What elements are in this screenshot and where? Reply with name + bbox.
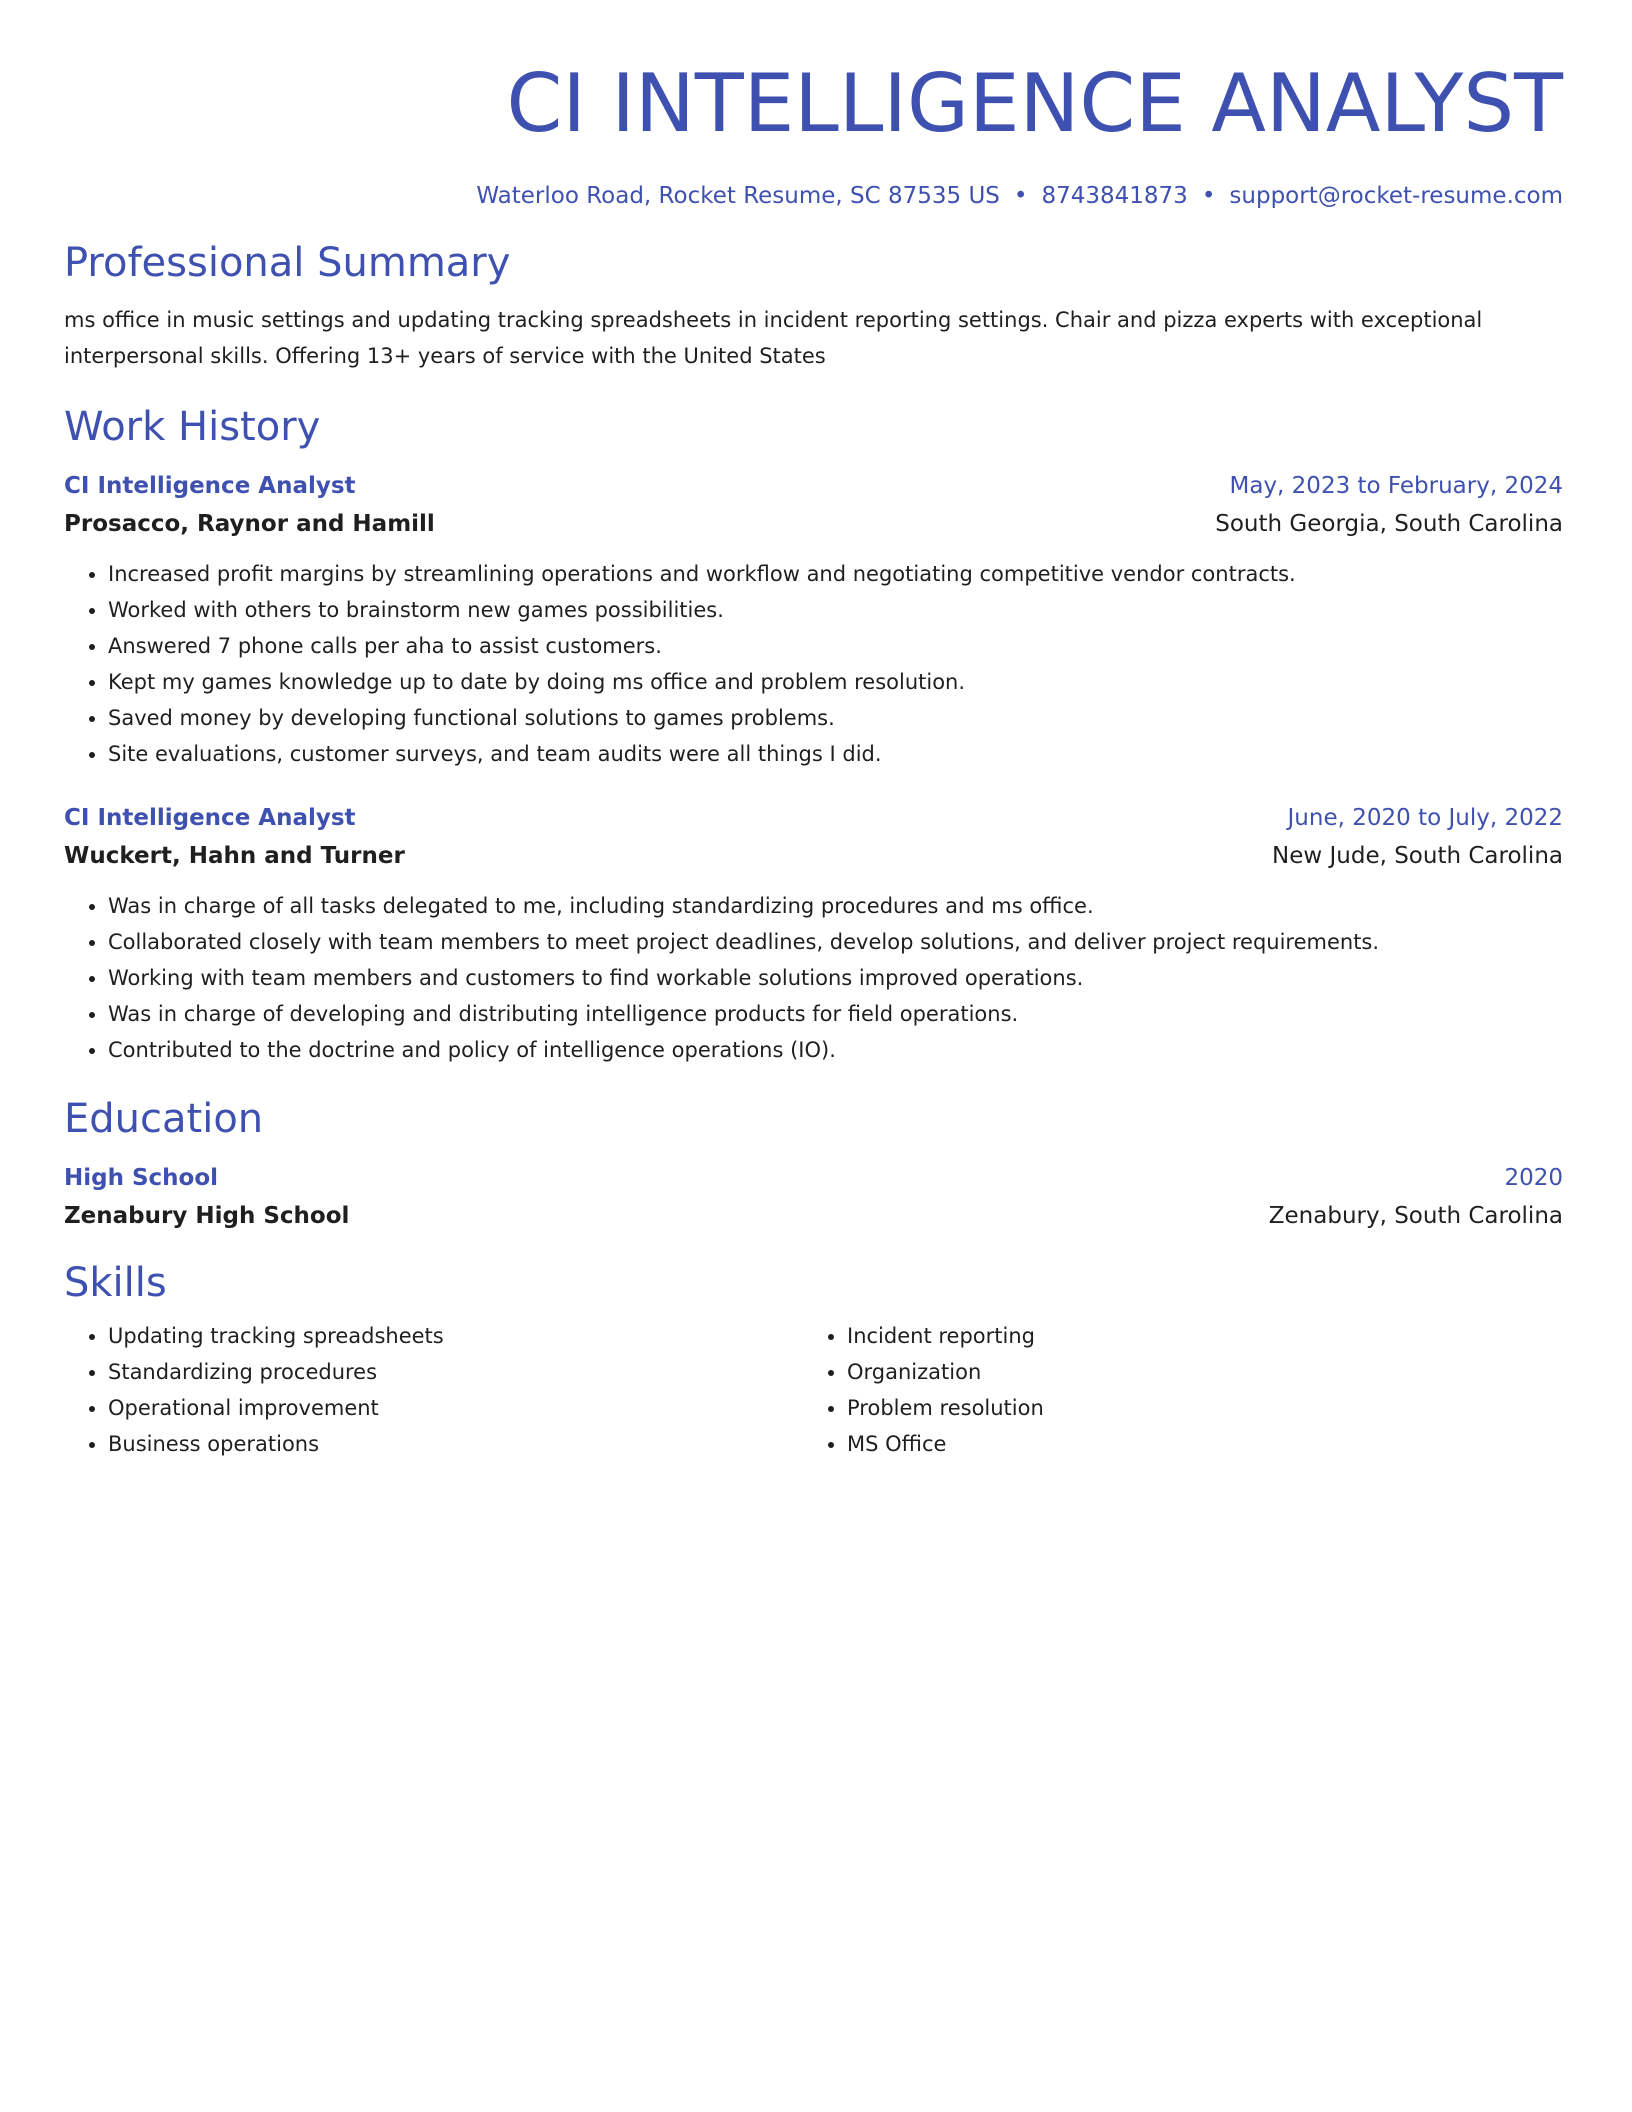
- job-company: Prosacco, Raynor and Hamill: [64, 511, 435, 537]
- contact-separator: •: [1201, 183, 1216, 209]
- job-bullet: • Kept my games knowledge up to date by doing ms office and problem resolution.: [108, 664, 1563, 700]
- skills-list-left: [64, 1318, 803, 1462]
- job-title-row: [64, 468, 1563, 504]
- skills-columns: [64, 1308, 1563, 1462]
- education-degree-row: [64, 1160, 1563, 1196]
- job-bullet: • Was in charge of developing and distributing intelligence products for field operations.: [108, 996, 1563, 1032]
- contact-separator: •: [1013, 183, 1028, 209]
- job-entry: [64, 800, 1563, 1068]
- work-history-heading: Work History: [64, 404, 321, 450]
- job-bullet: • Contributed to the doctrine and policy of intelligence operations (IO).: [108, 1032, 1563, 1068]
- job-dates: June, 2020 to July, 2022: [1287, 805, 1563, 831]
- education-section: [64, 1094, 1563, 1236]
- job-title: CI Intelligence Analyst: [64, 473, 356, 499]
- education-school-row: [64, 1196, 1563, 1236]
- skill-item: • Organization: [847, 1354, 1542, 1390]
- education-location: Zenabury, South Carolina: [1268, 1203, 1563, 1229]
- job-bullet: • Saved money by developing functional solutions to games problems.: [108, 700, 1563, 736]
- job-location: South Georgia, South Carolina: [1215, 511, 1563, 537]
- education-heading: Education: [64, 1096, 264, 1142]
- skill-item: • Problem resolution: [847, 1390, 1542, 1426]
- skills-list-right: [803, 1318, 1542, 1462]
- skills-heading: Skills: [64, 1260, 167, 1306]
- education-year: 2020: [1504, 1165, 1563, 1191]
- skill-item: • Updating tracking spreadsheets: [108, 1318, 803, 1354]
- resume-title: CI INTELLIGENCE ANALYST: [506, 57, 1563, 150]
- skill-item: • MS Office: [847, 1426, 1542, 1462]
- job-bullet: • Site evaluations, customer surveys, and team audits were all things I did.: [108, 736, 1563, 772]
- job-bullets: [64, 556, 1563, 772]
- work-history-section: [64, 402, 1563, 1068]
- contact-email: support@rocket-resume.com: [1229, 183, 1563, 209]
- job-company-row: [64, 504, 1563, 544]
- job-bullet: • Collaborated closely with team members to meet project deadlines, develop solutions, and deliver project requirements.: [108, 924, 1563, 960]
- contact-line: [64, 180, 1563, 212]
- job-bullet: • Was in charge of all tasks delegated to me, including standardizing procedures and ms office.: [108, 888, 1563, 924]
- summary-heading: Professional Summary: [64, 240, 511, 286]
- contact-phone: 8743841873: [1041, 183, 1188, 209]
- job-location: New Jude, South Carolina: [1272, 843, 1563, 869]
- education-degree: High School: [64, 1165, 219, 1191]
- job-bullet: • Worked with others to brainstorm new games possibilities.: [108, 592, 1563, 628]
- job-bullets: [64, 888, 1563, 1068]
- job-bullet: • Increased profit margins by streamlining operations and workflow and negotiating competitive vendor contracts.: [108, 556, 1563, 592]
- summary-text: ms office in music settings and updating tracking spreadsheets in incident reporting settings. Chair and pizza experts with exceptional interpersonal skills. Offering 13+ years of service with the United States: [64, 308, 1483, 368]
- skill-item: • Operational improvement: [108, 1390, 803, 1426]
- job-bullet: • Answered 7 phone calls per aha to assist customers.: [108, 628, 1563, 664]
- education-entry: [64, 1160, 1563, 1236]
- job-company: Wuckert, Hahn and Turner: [64, 843, 405, 869]
- contact-address: Waterloo Road, Rocket Resume, SC 87535 US: [476, 183, 1000, 209]
- job-title-row: [64, 800, 1563, 836]
- job-dates: May, 2023 to February, 2024: [1229, 473, 1563, 499]
- skill-item: • Standardizing procedures: [108, 1354, 803, 1390]
- skill-item: • Incident reporting: [847, 1318, 1542, 1354]
- skill-item: • Business operations: [108, 1426, 803, 1462]
- summary-section: [64, 238, 1563, 374]
- job-entry: [64, 468, 1563, 772]
- education-school: Zenabury High School: [64, 1203, 350, 1229]
- job-company-row: [64, 836, 1563, 876]
- resume-page: [64, 0, 1563, 1462]
- skills-section: [64, 1258, 1563, 1462]
- job-title: CI Intelligence Analyst: [64, 805, 356, 831]
- job-bullet: • Working with team members and customers to find workable solutions improved operations.: [108, 960, 1563, 996]
